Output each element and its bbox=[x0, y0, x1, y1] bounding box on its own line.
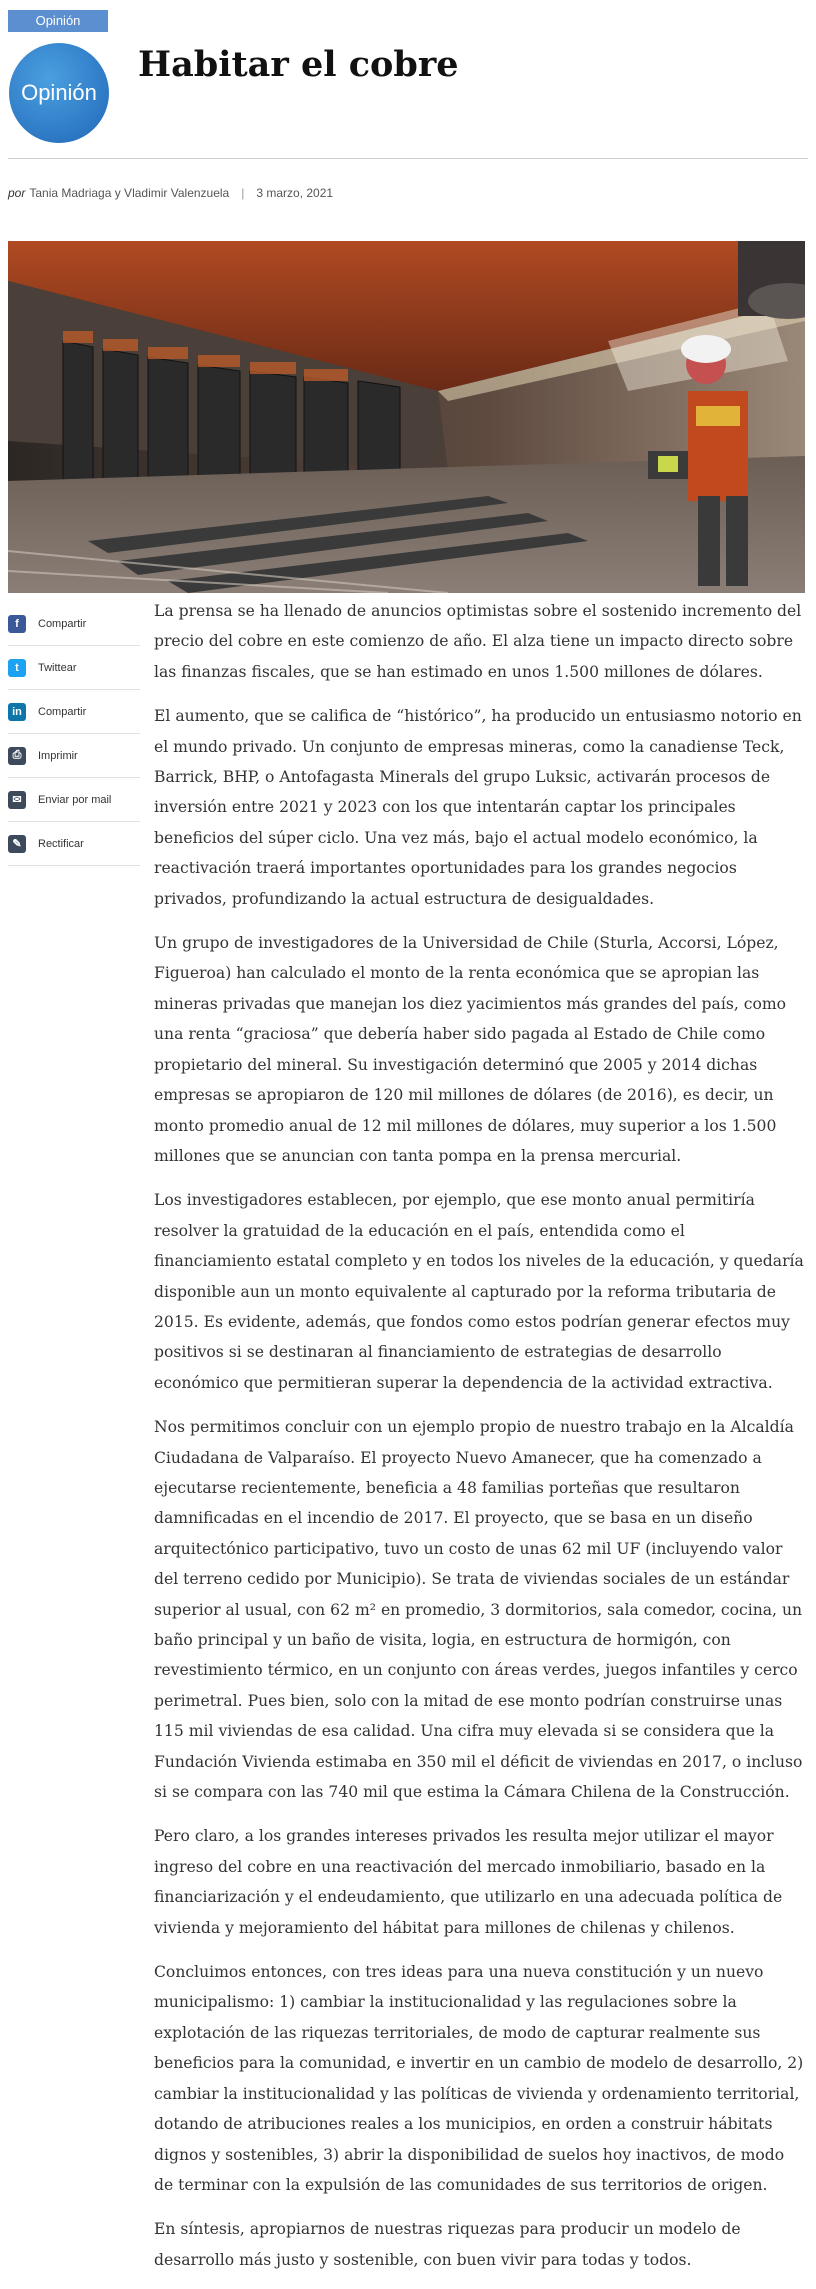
article-paragraph: En síntesis, apropiarnos de nuestras riquezas para producir un modelo de desarrollo más justo y sostenible, con buen vivir para todas y todos. bbox=[154, 2220, 741, 2269]
share-rectify[interactable] bbox=[8, 822, 140, 866]
byline-separator: | bbox=[241, 186, 245, 200]
article-body bbox=[154, 596, 806, 2289]
byline bbox=[8, 186, 333, 200]
share-label: Enviar por mail bbox=[38, 793, 112, 806]
linkedin-icon: in bbox=[8, 703, 26, 721]
share-label: Compartir bbox=[38, 617, 87, 630]
facebook-icon: f bbox=[8, 615, 26, 633]
twitter-icon: t bbox=[8, 659, 26, 677]
share-sidebar bbox=[8, 602, 140, 866]
share-print[interactable] bbox=[8, 734, 140, 778]
share-label: Imprimir bbox=[38, 749, 78, 762]
edit-icon: ✎ bbox=[8, 835, 26, 853]
header-divider bbox=[8, 158, 808, 159]
byline-date: 3 marzo, 2021 bbox=[256, 186, 334, 200]
opinion-logo[interactable] bbox=[9, 43, 109, 143]
article-paragraph: Un grupo de investigadores de la Universidad de Chile (Sturla, Accorsi, López, Figueroa) han calculado el monto de la renta económica que se apropian las mineras privadas que manejan los diez yacimientos más grandes del país, como una renta “graciosa” que debería haber sido pagada al Estado de Chile como propietario del mineral. Su investigación determinó que 2005 y 2014 dichas empresas se apropiaron de 120 mil millones de dólares (de 2016), es decir, un monto promedio anual de 12 mil millones de dólares, muy superior a los 1.500 millones que se anuncian con tanta pompa en la prensa mercurial. bbox=[154, 934, 787, 1165]
share-facebook[interactable] bbox=[8, 602, 140, 646]
byline-authors[interactable]: Tania Madriaga y Vladimir Valenzuela bbox=[29, 186, 230, 200]
share-label: Rectificar bbox=[38, 837, 84, 850]
article-paragraph: Nos permitimos concluir con un ejemplo propio de nuestro trabajo en la Alcaldía Ciudadana de Valparaíso. El proyecto Nuevo Amanecer, que ha comenzado a ejecutarse recientemente, beneficia a 48 familias porteñas que resultaron damnificadas en el incendio de 2017. El proyecto, que se basa en un diseño arquitectónico participativo, tuvo un costo de unas 62 mil UF (incluyendo valor del terreno cedido por Municipio). Se trata de viviendas sociales de un estándar superior al usual, con 62 m² en promedio, 3 dormitorios, sala comedor, cocina, un baño principal y un baño de visita, logia, en estructura de hormigón, con revestimiento térmico, en un conjunto con áreas verdes, juegos infantiles y cerco perimetral. Pues bien, solo con la mitad de ese monto podrían construirse unas 115 mil viviendas de esa calidad. Una cifra muy elevada si se considera que la Fundación Vivienda estimaba en 350 mil el déficit de viviendas en 2017, o incluso si se compara con las 740 mil que estima la Cámara Chilena de la Construcción. bbox=[154, 1418, 803, 1802]
article-paragraph: El aumento, que se califica de “histórico”, ha producido un entusiasmo notorio en el mundo privado. Un conjunto de empresas mineras, como la canadiense Teck, Barrick, BHP, o Antofagasta Minerals del grupo Luksic, activarán procesos de inversión entre 2021 y 2023 con los que intentarán captar los principales beneficios del súper ciclo. Una vez más, bajo el actual modelo económico, la reactivación traerá importantes oportunidades para los grandes negocios privados, profundizando la actual estructura de desigualdades. bbox=[154, 707, 802, 908]
share-linkedin[interactable] bbox=[8, 690, 140, 734]
byline-prefix: por bbox=[8, 186, 26, 200]
logo-text: Opinión bbox=[21, 80, 97, 105]
article-paragraph: Pero claro, a los grandes intereses privados les resulta mejor utilizar el mayor ingreso del cobre en una reactivación del mercado inmobiliario, basado en la financiarización y el endeudamiento, que utilizarlo en una adecuada política de vivienda y mejoramiento del hábitat para millones de chilenas y chilenos. bbox=[154, 1827, 783, 1937]
print-icon: ⎙ bbox=[8, 747, 26, 765]
share-label: Compartir bbox=[38, 705, 87, 718]
share-twitter[interactable] bbox=[8, 646, 140, 690]
share-label: Twittear bbox=[38, 661, 77, 674]
mail-icon: ✉ bbox=[8, 791, 26, 809]
section-tag[interactable]: Opinión bbox=[8, 10, 108, 32]
hero-image-copper-refinery bbox=[8, 241, 805, 593]
article-paragraph: La prensa se ha llenado de anuncios optimistas sobre el sostenido incremento del precio del cobre en este comienzo de año. El alza tiene un impacto directo sobre las finanzas fiscales, que se han estimado en unos 1.500 millones de dólares. bbox=[154, 602, 802, 681]
article-paragraph: Los investigadores establecen, por ejemplo, que ese monto anual permitiría resolver la gratuidad de la educación en el país, entendida como el financiamiento estatal completo y en todos los niveles de la educación, y quedaría disponible aun un monto equivalente al capturado por la reforma tributaria de 2015. Es evidente, además, que fondos como estos podrían generar efectos muy positivos si se destinaran al financiamiento de estrategias de desarrollo económico que permitieran superar la dependencia de la actividad extractiva. bbox=[154, 1191, 804, 1392]
article-title: Habitar el cobre bbox=[138, 44, 459, 85]
share-mail[interactable] bbox=[8, 778, 140, 822]
article-paragraph: Concluimos entonces, con tres ideas para una nueva constitución y un nuevo municipalismo: 1) cambiar la institucionalidad y las regulaciones sobre la explotación de las riquezas territoriales, de modo de capturar realmente sus beneficios para la comunidad, e invertir en un cambio de modelo de desarrollo, 2) cambiar la institucionalidad y las políticas de vivienda y ordenamiento territorial, dotando de atribuciones reales a los municipios, en orden a construir hábitats dignos y sostenibles, 3) abrir la disponibilidad de suelos hoy inactivos, de modo de terminar con la expulsión de las comunidades de sus territorios de origen. bbox=[154, 1963, 804, 2194]
